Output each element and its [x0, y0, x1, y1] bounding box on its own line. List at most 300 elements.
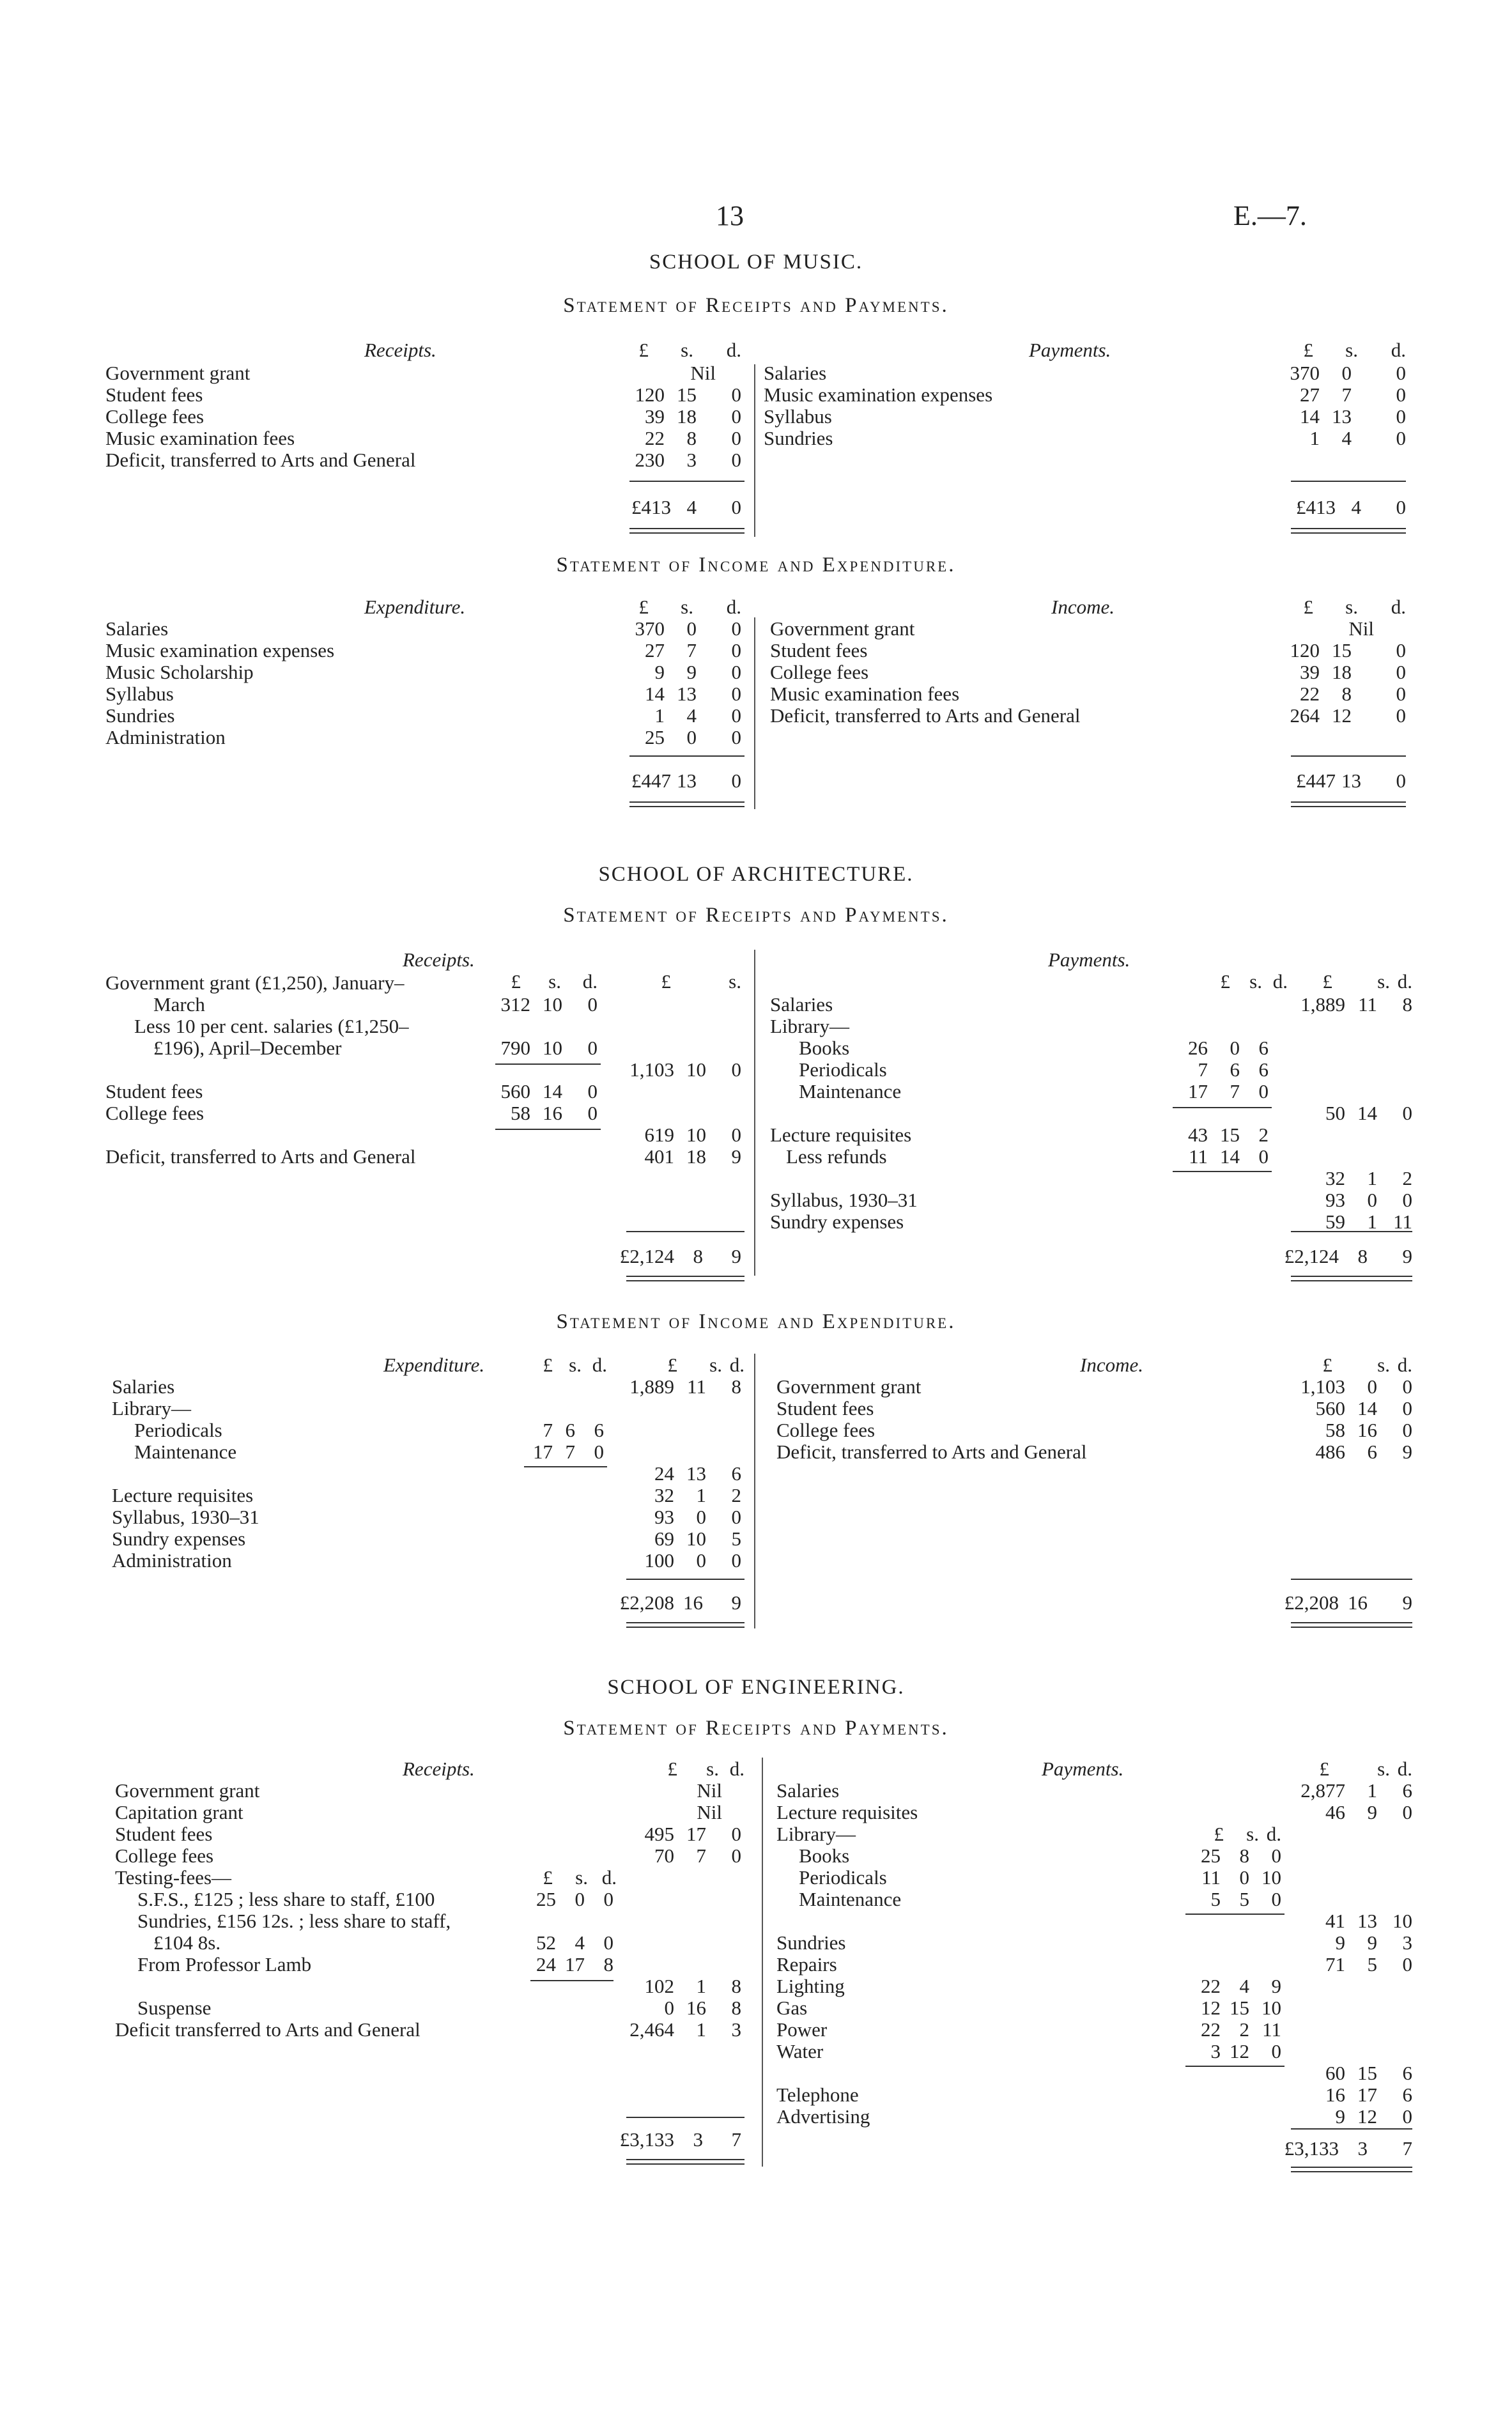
- ledger-value: 0: [731, 427, 741, 449]
- ledger-value: Nil: [697, 1779, 722, 1802]
- ledger-value: Nil: [1348, 617, 1374, 640]
- arch-ie-title: Statement of Income and Expenditure.: [556, 1310, 956, 1333]
- ledger-label: Government grant: [770, 617, 915, 640]
- ledger-value: 0: [1258, 1080, 1269, 1102]
- ledger-label: Sundries, £156 12s. ; less share to staff,: [137, 1910, 451, 1932]
- total-value: 8: [693, 1245, 703, 1267]
- ledger-value: 1: [1367, 1167, 1377, 1189]
- ledger-value: 22: [1201, 2018, 1221, 2041]
- ledger-value: 9: [731, 1145, 741, 1168]
- ledger-label: Syllabus: [764, 405, 832, 428]
- ledger-value: 9: [654, 661, 665, 683]
- ledger-label: Suspense: [137, 1997, 212, 2019]
- ledger-value: 6: [1402, 1779, 1412, 1802]
- ledger-label: Periodicals: [799, 1866, 887, 1889]
- cur-pence: d.: [592, 1354, 607, 1376]
- ledger-value: 14: [1357, 1102, 1377, 1124]
- ledger-value: 0: [696, 1549, 706, 1572]
- ledger-value: 58: [1325, 1419, 1345, 1441]
- ledger-label: Lecture requisites: [770, 1124, 912, 1146]
- ledger-label: Deficit, transferred to Arts and General: [105, 449, 416, 471]
- ledger-value: 17: [565, 1953, 585, 1976]
- cur-shilling: s.: [681, 339, 693, 361]
- ledger-value: 9: [1367, 1801, 1377, 1823]
- music-rp-left-head: Receipts.: [364, 339, 436, 361]
- total-value: 9: [1402, 1245, 1412, 1267]
- ledger-value: 8: [731, 1975, 741, 1997]
- arch-school-title: SCHOOL OF ARCHITECTURE.: [598, 863, 914, 886]
- ledger-label: Government grant: [115, 1779, 260, 1802]
- ledger-label: Student fees: [105, 1080, 203, 1102]
- ledger-value: 24: [536, 1953, 556, 1976]
- ledger-label: Syllabus, 1930–31: [112, 1506, 259, 1528]
- rule: [1173, 1171, 1272, 1172]
- total-value: £413: [631, 496, 671, 518]
- ledger-value: 9: [1367, 1931, 1377, 1954]
- rule: [1291, 1231, 1412, 1232]
- total-value: 7: [1402, 2137, 1412, 2160]
- ledger-value: 7: [1198, 1058, 1208, 1081]
- cur-shilling: s.: [706, 1758, 719, 1780]
- ledger-value: 6: [1402, 2062, 1412, 2084]
- ledger-value: 0: [731, 726, 741, 748]
- ledger-value: 0: [1230, 1037, 1240, 1059]
- ledger-value: 17: [1357, 2084, 1377, 2106]
- ledger-value: 100: [644, 1549, 674, 1572]
- ledger-value: 0: [686, 726, 697, 748]
- ledger-value: 4: [686, 704, 697, 727]
- ledger-label: Sundry expenses: [770, 1210, 904, 1233]
- ledger-label: Syllabus, 1930–31: [770, 1189, 918, 1211]
- ledger-label: Student fees: [105, 383, 203, 406]
- ledger-value: 5: [1210, 1888, 1221, 1910]
- ledger-value: 6: [565, 1419, 575, 1441]
- ledger-label: Sundries: [776, 1931, 846, 1954]
- total-value: 9: [731, 1591, 741, 1614]
- ledger-value: 0: [1396, 362, 1406, 384]
- ledger-value: 0: [731, 1844, 741, 1867]
- cur-pound: £: [511, 970, 521, 993]
- cur-shilling: s.: [1249, 970, 1262, 993]
- ledger-value: 5: [1367, 1953, 1377, 1976]
- ledger-value: 10: [1261, 1866, 1281, 1889]
- ledger-value: 2,464: [629, 2018, 674, 2041]
- ledger-value: 13: [1332, 405, 1352, 428]
- cur-pence: d.: [729, 1758, 744, 1780]
- arch-rp-title: Statement of Receipts and Payments.: [563, 904, 949, 927]
- ledger-value: 0: [731, 1058, 741, 1081]
- cur-shilling: s.: [1377, 970, 1390, 993]
- cur-pound: £: [1214, 1823, 1224, 1845]
- cur-pence: d.: [1272, 970, 1288, 993]
- ledger-value: 8: [686, 427, 697, 449]
- total-value: 7: [731, 2128, 741, 2151]
- ledger-value: 27: [645, 639, 665, 661]
- ledger-value: 0: [603, 1931, 613, 1954]
- ledger-value: 59: [1325, 1210, 1345, 1233]
- ledger-value: 25: [1201, 1844, 1221, 1867]
- ledger-value: 5: [731, 1527, 741, 1550]
- ledger-value: 7: [696, 1844, 706, 1867]
- ledger-value: 4: [1341, 427, 1352, 449]
- total-value: £2,208: [1284, 1591, 1339, 1614]
- cur-pence: d.: [1266, 1823, 1281, 1845]
- ledger-value: 2,877: [1300, 1779, 1345, 1802]
- column-divider: [754, 950, 755, 1276]
- rule: [1185, 2066, 1284, 2067]
- cur-pound: £: [1322, 970, 1332, 993]
- ledger-value: 14: [1220, 1145, 1240, 1168]
- ledger-value: 2: [1402, 1167, 1412, 1189]
- ledger-value: 7: [686, 639, 697, 661]
- rule: [524, 1466, 607, 1467]
- ledger-label: Periodicals: [134, 1419, 222, 1441]
- rule: [530, 1980, 613, 1981]
- ledger-value: 1: [696, 2018, 706, 2041]
- ledger-value: 16: [686, 1997, 706, 2019]
- ledger-value: 0: [696, 1506, 706, 1528]
- ledger-value: 0: [587, 1080, 598, 1102]
- ledger-value: 3: [731, 2018, 741, 2041]
- ledger-value: 10: [543, 993, 562, 1016]
- total-value: 8: [1357, 1245, 1368, 1267]
- ledger-value: 12: [1357, 2105, 1377, 2128]
- ledger-value: 13: [686, 1462, 706, 1485]
- ledger-value: 0: [1271, 1888, 1281, 1910]
- total-value: 0: [1396, 496, 1406, 518]
- ledger-label: Less 10 per cent. salaries (£1,250–: [134, 1015, 409, 1037]
- rule: [1291, 1579, 1412, 1580]
- cur-pound: £: [667, 1758, 677, 1780]
- ledger-value: 41: [1325, 1910, 1345, 1932]
- ledger-value: 401: [644, 1145, 674, 1168]
- ledger-value: 39: [1300, 661, 1320, 683]
- ledger-label: Gas: [776, 1997, 808, 2019]
- ledger-value: 0: [731, 1506, 741, 1528]
- ledger-value: 0: [731, 683, 741, 705]
- total-value: 0: [731, 496, 741, 518]
- cur-pound: £: [1319, 1758, 1329, 1780]
- ledger-value: 6: [1258, 1058, 1269, 1081]
- ledger-value: 32: [1325, 1167, 1345, 1189]
- cur-pence: d.: [1397, 1354, 1412, 1376]
- ledger-value: 0: [731, 449, 741, 471]
- rule: [629, 755, 744, 757]
- ledger-value: 0: [1402, 1375, 1412, 1398]
- music-rp-right-head: Payments.: [1029, 339, 1111, 361]
- cur-shilling: s.: [681, 596, 693, 618]
- ledger-label: Government grant: [776, 1375, 922, 1398]
- double-rule: [1291, 801, 1406, 807]
- ledger-value: 0: [664, 1997, 674, 2019]
- ledger-value: 93: [1325, 1189, 1345, 1211]
- ledger-value: 0: [1402, 1189, 1412, 1211]
- ledger-value: 6: [1402, 2084, 1412, 2106]
- arch-rp-left-head: Receipts.: [403, 948, 475, 971]
- total-value: 3: [1357, 2137, 1368, 2160]
- cur-shilling: s.: [1345, 339, 1358, 361]
- music-school-title: SCHOOL OF MUSIC.: [649, 251, 863, 274]
- ledger-value: 15: [1357, 2062, 1377, 2084]
- total-value: 0: [731, 769, 741, 792]
- ledger-label: Water: [776, 2040, 824, 2062]
- rule: [495, 1063, 601, 1065]
- ledger-value: 9: [1335, 1931, 1345, 1954]
- eng-school-title: SCHOOL OF ENGINEERING.: [607, 1676, 905, 1699]
- ledger-value: 8: [603, 1953, 613, 1976]
- ledger-value: 230: [635, 449, 665, 471]
- ledger-value: 39: [645, 405, 665, 428]
- rule: [626, 1231, 744, 1232]
- ledger-label: March: [153, 993, 205, 1016]
- ledger-value: 1,103: [629, 1058, 674, 1081]
- cur-pence: d.: [1391, 339, 1406, 361]
- ledger-value: 10: [686, 1058, 706, 1081]
- total-value: £3,133: [619, 2128, 674, 2151]
- ledger-value: 8: [1239, 1844, 1249, 1867]
- column-divider: [762, 1758, 763, 2167]
- ledger-label: Library—: [770, 1015, 849, 1037]
- double-rule: [626, 1276, 744, 1281]
- cur-pound: £: [667, 1354, 677, 1376]
- ledger-value: 0: [731, 1549, 741, 1572]
- page-number: 13: [716, 200, 744, 231]
- ledger-value: 486: [1315, 1441, 1345, 1463]
- ledger-value: 2: [731, 1484, 741, 1506]
- cur-shilling: s.: [1246, 1823, 1259, 1845]
- ledger-value: 8: [1341, 683, 1352, 705]
- ledger-label: Music examination expenses: [764, 383, 993, 406]
- arch-ie-left-head: Expenditure.: [383, 1354, 485, 1376]
- ledger-value: 370: [635, 617, 665, 640]
- ledger-label: Sundry expenses: [112, 1527, 246, 1550]
- ledger-value: 0: [731, 383, 741, 406]
- ledger-value: 0: [594, 1441, 604, 1463]
- ledger-value: 71: [1325, 1953, 1345, 1976]
- ledger-value: 9: [686, 661, 697, 683]
- ledger-value: 18: [677, 405, 697, 428]
- ledger-value: 0: [731, 704, 741, 727]
- ledger-label: Lighting: [776, 1975, 845, 1997]
- ledger-value: 3: [1402, 1931, 1412, 1954]
- ledger-label: Music Scholarship: [105, 661, 254, 683]
- cur-pence: d.: [726, 596, 741, 618]
- ledger-value: 93: [654, 1506, 674, 1528]
- ledger-label: Student fees: [115, 1823, 213, 1845]
- ledger-value: 1,889: [629, 1375, 674, 1398]
- cur-pound: £: [661, 970, 671, 993]
- cur-pound: £: [1322, 1354, 1332, 1376]
- ledger-value: 50: [1325, 1102, 1345, 1124]
- rule: [1291, 481, 1406, 482]
- ledger-value: 22: [1201, 1975, 1221, 1997]
- music-rp-title: Statement of Receipts and Payments.: [563, 294, 949, 317]
- double-rule: [629, 528, 744, 534]
- cur-shilling: s.: [729, 970, 741, 993]
- ledger-value: 0: [731, 405, 741, 428]
- rule: [1173, 1107, 1272, 1108]
- ledger-value: 22: [1300, 683, 1320, 705]
- total-value: £2,208: [619, 1591, 674, 1614]
- ledger-value: 10: [1261, 1997, 1281, 2019]
- total-value: 4: [1351, 496, 1361, 518]
- ledger-label: Testing-fees—: [115, 1866, 232, 1889]
- ledger-value: 69: [654, 1527, 674, 1550]
- ledger-value: 495: [644, 1823, 674, 1845]
- ledger-value: Nil: [697, 1801, 722, 1823]
- ledger-value: 3: [686, 449, 697, 471]
- column-divider: [754, 1354, 755, 1628]
- ledger-value: 2: [1239, 2018, 1249, 2041]
- ledger-value: 120: [635, 383, 665, 406]
- ledger-label: Books: [799, 1844, 850, 1867]
- ledger-value: 11: [1393, 1210, 1412, 1233]
- cur-pound: £: [638, 596, 649, 618]
- cur-shilling: s.: [569, 1354, 582, 1376]
- ledger-value: 370: [1290, 362, 1320, 384]
- ledger-value: 0: [1402, 1102, 1412, 1124]
- ledger-value: 0: [1402, 1953, 1412, 1976]
- ledger-value: 13: [1357, 1910, 1377, 1932]
- ledger-label: Maintenance: [799, 1888, 902, 1910]
- ledger-value: 7: [565, 1441, 575, 1463]
- rule: [1291, 755, 1406, 757]
- eng-rp-left-head: Receipts.: [403, 1758, 475, 1780]
- ledger-value: 9: [1402, 1441, 1412, 1463]
- ledger-label: £104 8s.: [153, 1931, 221, 1954]
- music-ie-right-head: Income.: [1051, 596, 1115, 618]
- cur-pence: d.: [1391, 596, 1406, 618]
- ledger-value: 10: [1392, 1910, 1412, 1932]
- ledger-label: S.F.S., £125 ; less share to staff, £100: [137, 1888, 435, 1910]
- ledger-value: 0: [1402, 1419, 1412, 1441]
- ledger-value: 9: [1271, 1975, 1281, 1997]
- ledger-value: 0: [1271, 2040, 1281, 2062]
- ledger-value: 6: [1230, 1058, 1240, 1081]
- ledger-label: Government grant: [105, 362, 251, 384]
- ledger-value: 0: [1367, 1375, 1377, 1398]
- ledger-value: 0: [1258, 1145, 1269, 1168]
- ledger-label: £196), April–December: [153, 1037, 342, 1059]
- double-rule: [1291, 1276, 1412, 1281]
- rule: [495, 1129, 601, 1130]
- ledger-label: College fees: [770, 661, 869, 683]
- ledger-value: 0: [1402, 1801, 1412, 1823]
- ledger-value: 12: [1201, 1997, 1221, 2019]
- ledger-label: Advertising: [776, 2105, 870, 2128]
- cur-shilling: s.: [548, 970, 561, 993]
- cur-shilling: s.: [1377, 1354, 1390, 1376]
- total-value: £447: [1296, 769, 1336, 792]
- ledger-value: 0: [731, 661, 741, 683]
- ledger-label: Periodicals: [799, 1058, 887, 1081]
- ledger-value: 10: [686, 1124, 706, 1146]
- cur-shilling: s.: [709, 1354, 722, 1376]
- ledger-value: 14: [543, 1080, 562, 1102]
- eng-rp-title: Statement of Receipts and Payments.: [563, 1717, 949, 1740]
- cur-pence: d.: [1397, 970, 1412, 993]
- ledger-value: 11: [687, 1375, 706, 1398]
- page-reference: E.—7.: [1233, 200, 1307, 231]
- ledger-value: 1: [696, 1975, 706, 1997]
- ledger-value: 102: [644, 1975, 674, 1997]
- ledger-value: 9: [1335, 2105, 1345, 2128]
- music-ie-left-head: Expenditure.: [364, 596, 466, 618]
- ledger-label: Music examination fees: [105, 427, 295, 449]
- ledger-label: Repairs: [776, 1953, 837, 1976]
- ledger-label: Library—: [112, 1397, 191, 1419]
- rule: [626, 2117, 744, 2118]
- ledger-label: Sundries: [105, 704, 175, 727]
- ledger-value: 58: [511, 1102, 530, 1124]
- ledger-label: Maintenance: [799, 1080, 902, 1102]
- total-value: £413: [1296, 496, 1336, 518]
- ledger-value: 0: [1271, 1844, 1281, 1867]
- ledger-label: Deficit, transferred to Arts and General: [776, 1441, 1087, 1463]
- cur-pence: d.: [601, 1866, 617, 1889]
- ledger-value: 14: [1357, 1397, 1377, 1419]
- column-divider: [754, 364, 755, 537]
- ledger-label: Deficit transferred to Arts and General: [115, 2018, 420, 2041]
- ledger-value: 17: [686, 1823, 706, 1845]
- ledger-label: Power: [776, 2018, 828, 2041]
- ledger-value: 10: [686, 1527, 706, 1550]
- ledger-value: 17: [533, 1441, 553, 1463]
- ledger-value: 3: [1210, 2040, 1221, 2062]
- total-value: 4: [686, 496, 697, 518]
- cur-shilling: s.: [575, 1866, 588, 1889]
- double-rule: [626, 1622, 744, 1628]
- ledger-value: 15: [677, 383, 697, 406]
- ledger-value: 7: [543, 1419, 553, 1441]
- ledger-value: 70: [654, 1844, 674, 1867]
- total-value: 9: [1402, 1591, 1412, 1614]
- ledger-value: 11: [1358, 993, 1377, 1016]
- ledger-label: Lecture requisites: [112, 1484, 254, 1506]
- ledger-value: 6: [731, 1462, 741, 1485]
- ledger-label: College fees: [105, 1102, 204, 1124]
- cur-shilling: s.: [1345, 596, 1358, 618]
- ledger-value: 6: [1258, 1037, 1269, 1059]
- ledger-value: 4: [1239, 1975, 1249, 1997]
- ledger-value: 2: [1258, 1124, 1269, 1146]
- ledger-value: 120: [1290, 639, 1320, 661]
- cur-pound: £: [1220, 970, 1230, 993]
- rule: [626, 1579, 744, 1580]
- ledger-label: Deficit, transferred to Arts and General: [770, 704, 1081, 727]
- ledger-value: 1: [654, 704, 665, 727]
- cur-pound: £: [638, 339, 649, 361]
- ledger-value: 0: [1341, 362, 1352, 384]
- ledger-label: Music examination fees: [770, 683, 960, 705]
- ledger-value: 17: [1188, 1080, 1208, 1102]
- ledger-label: Salaries: [105, 617, 169, 640]
- ledger-value: 4: [575, 1931, 585, 1954]
- ledger-value: 0: [731, 1823, 741, 1845]
- total-value: 13: [1341, 769, 1361, 792]
- ledger-label: Salaries: [112, 1375, 175, 1398]
- ledger-label: Salaries: [764, 362, 827, 384]
- ledger-label: Student fees: [776, 1397, 874, 1419]
- ledger-value: 264: [1290, 704, 1320, 727]
- total-value: £3,133: [1284, 2137, 1339, 2160]
- ledger-label: Student fees: [770, 639, 868, 661]
- ledger-label: Administration: [105, 726, 226, 748]
- ledger-value: 32: [654, 1484, 674, 1506]
- ledger-value: 0: [1396, 661, 1406, 683]
- ledger-label: College fees: [105, 405, 204, 428]
- cur-pence: d.: [729, 1354, 744, 1376]
